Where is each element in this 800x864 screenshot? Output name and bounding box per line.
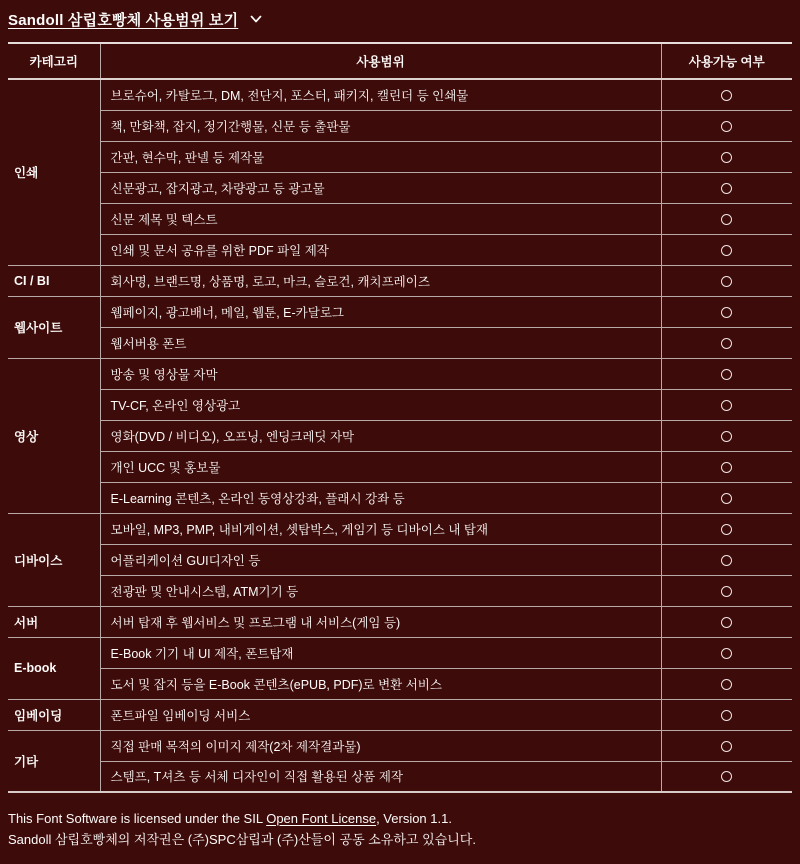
usage-cell: 스템프, T셔츠 등 서체 디자인이 직접 활용된 상품 제작 <box>100 761 661 792</box>
availability-cell <box>661 172 792 203</box>
table-row <box>8 141 792 172</box>
category-cell: 기타 <box>8 730 100 792</box>
usage-cell: 방송 및 영상물 자막 <box>100 358 661 389</box>
table-row <box>8 234 792 265</box>
usage-cell: 영화(DVD / 비디오), 오프닝, 엔딩크레딧 자막 <box>100 420 661 451</box>
usage-cell: E-Book 기기 내 UI 제작, 폰트탑재 <box>100 637 661 668</box>
usage-cell: 브로슈어, 카탈로그, DM, 전단지, 포스터, 패키지, 캘린더 등 인쇄물 <box>100 79 661 110</box>
availability-cell <box>661 141 792 172</box>
usage-cell: 간판, 현수막, 판넬 등 제작물 <box>100 141 661 172</box>
page-title: Sandoll 삼립호빵체 사용범위 보기 <box>8 11 239 29</box>
table-row <box>8 544 792 575</box>
table-row <box>8 482 792 513</box>
allowed-circle-icon <box>721 648 732 659</box>
allowed-circle-icon <box>721 183 732 194</box>
allowed-circle-icon <box>721 245 732 256</box>
availability-cell <box>661 110 792 141</box>
availability-cell <box>661 606 792 637</box>
availability-cell <box>661 358 792 389</box>
usage-cell: 서버 탑재 후 웹서비스 및 프로그램 내 서비스(게임 등) <box>100 606 661 637</box>
allowed-circle-icon <box>721 679 732 690</box>
table-row <box>8 575 792 606</box>
allowed-circle-icon <box>721 586 732 597</box>
allowed-circle-icon <box>721 462 732 473</box>
availability-cell <box>661 482 792 513</box>
allowed-circle-icon <box>721 276 732 287</box>
availability-cell <box>661 668 792 699</box>
usage-cell: E-Learning 콘텐츠, 온라인 동영상강좌, 플래시 강좌 등 <box>100 482 661 513</box>
table-row <box>8 389 792 420</box>
allowed-circle-icon <box>721 121 732 132</box>
availability-cell <box>661 637 792 668</box>
allowed-circle-icon <box>721 307 732 318</box>
availability-cell <box>661 79 792 110</box>
license-footer <box>8 808 792 850</box>
availability-cell <box>661 296 792 327</box>
category-cell: 디바이스 <box>8 513 100 606</box>
availability-cell <box>661 420 792 451</box>
availability-cell <box>661 234 792 265</box>
table-row <box>8 110 792 141</box>
table-row <box>8 730 792 761</box>
allowed-circle-icon <box>721 90 732 101</box>
table-row <box>8 606 792 637</box>
table-row <box>8 420 792 451</box>
allowed-circle-icon <box>721 214 732 225</box>
table-row <box>8 699 792 730</box>
availability-cell <box>661 544 792 575</box>
license-text-suffix: , Version 1.1. <box>376 811 452 826</box>
category-cell: 서버 <box>8 606 100 637</box>
availability-cell <box>661 513 792 544</box>
usage-range-table <box>8 42 792 793</box>
usage-cell: 신문광고, 잡지광고, 차량광고 등 광고물 <box>100 172 661 203</box>
license-line <box>8 808 792 829</box>
table-row <box>8 172 792 203</box>
usage-range-toggle[interactable] <box>8 8 792 30</box>
usage-cell: 폰트파일 임베이딩 서비스 <box>100 699 661 730</box>
category-cell: 임베이딩 <box>8 699 100 730</box>
usage-cell: 도서 및 잡지 등을 E-Book 콘텐츠(ePUB, PDF)로 변환 서비스 <box>100 668 661 699</box>
usage-table-body <box>8 79 792 792</box>
allowed-circle-icon <box>721 771 732 782</box>
open-font-license-link[interactable]: Open Font License <box>266 811 377 826</box>
allowed-circle-icon <box>721 400 732 411</box>
usage-cell: 직접 판매 목적의 이미지 제작(2차 제작결과물) <box>100 730 661 761</box>
availability-cell <box>661 699 792 730</box>
allowed-circle-icon <box>721 710 732 721</box>
column-header-category: 카테고리 <box>8 43 100 79</box>
table-row <box>8 513 792 544</box>
column-header-availability: 사용가능 여부 <box>661 43 792 79</box>
allowed-circle-icon <box>721 555 732 566</box>
category-cell: CI / BI <box>8 265 100 296</box>
table-row <box>8 637 792 668</box>
usage-cell: 회사명, 브랜드명, 상품명, 로고, 마크, 슬로건, 캐치프레이즈 <box>100 265 661 296</box>
chevron-down-icon[interactable] <box>248 11 264 27</box>
usage-cell: 웹서버용 폰트 <box>100 327 661 358</box>
usage-cell: 인쇄 및 문서 공유를 위한 PDF 파일 제작 <box>100 234 661 265</box>
table-row <box>8 296 792 327</box>
table-row <box>8 761 792 792</box>
allowed-circle-icon <box>721 741 732 752</box>
availability-cell <box>661 203 792 234</box>
table-row <box>8 451 792 482</box>
allowed-circle-icon <box>721 152 732 163</box>
table-row <box>8 203 792 234</box>
column-header-usage: 사용범위 <box>100 43 661 79</box>
table-row <box>8 668 792 699</box>
category-cell: 웹사이트 <box>8 296 100 358</box>
availability-cell <box>661 327 792 358</box>
table-row <box>8 79 792 110</box>
usage-cell: 모바일, MP3, PMP, 내비게이션, 셋탑박스, 게임기 등 디바이스 내 탑재 <box>100 513 661 544</box>
allowed-circle-icon <box>721 369 732 380</box>
usage-cell: 개인 UCC 및 홍보물 <box>100 451 661 482</box>
usage-cell: 신문 제목 및 텍스트 <box>100 203 661 234</box>
availability-cell <box>661 575 792 606</box>
license-text-prefix: This Font Software is licensed under the SIL <box>8 811 267 826</box>
availability-cell <box>661 451 792 482</box>
availability-cell <box>661 265 792 296</box>
allowed-circle-icon <box>721 431 732 442</box>
allowed-circle-icon <box>721 338 732 349</box>
availability-cell <box>661 761 792 792</box>
allowed-circle-icon <box>721 524 732 535</box>
table-row <box>8 327 792 358</box>
table-row <box>8 265 792 296</box>
usage-cell: TV-CF, 온라인 영상광고 <box>100 389 661 420</box>
copyright-line: Sandoll 삼립호빵체의 저작권은 (주)SPC삼립과 (주)산들이 공동 소유하고 있습니다. <box>8 832 476 847</box>
usage-cell: 책, 만화책, 잡지, 정기간행물, 신문 등 출판물 <box>100 110 661 141</box>
allowed-circle-icon <box>721 493 732 504</box>
table-header-row <box>8 43 792 79</box>
availability-cell <box>661 730 792 761</box>
table-row <box>8 358 792 389</box>
availability-cell <box>661 389 792 420</box>
usage-cell: 웹페이지, 광고배너, 메일, 웹툰, E-카달로그 <box>100 296 661 327</box>
category-cell: E-book <box>8 637 100 699</box>
category-cell: 영상 <box>8 358 100 513</box>
allowed-circle-icon <box>721 617 732 628</box>
usage-cell: 어플리케이션 GUI디자인 등 <box>100 544 661 575</box>
category-cell: 인쇄 <box>14 166 39 181</box>
usage-cell: 전광판 및 안내시스템, ATM기기 등 <box>100 575 661 606</box>
